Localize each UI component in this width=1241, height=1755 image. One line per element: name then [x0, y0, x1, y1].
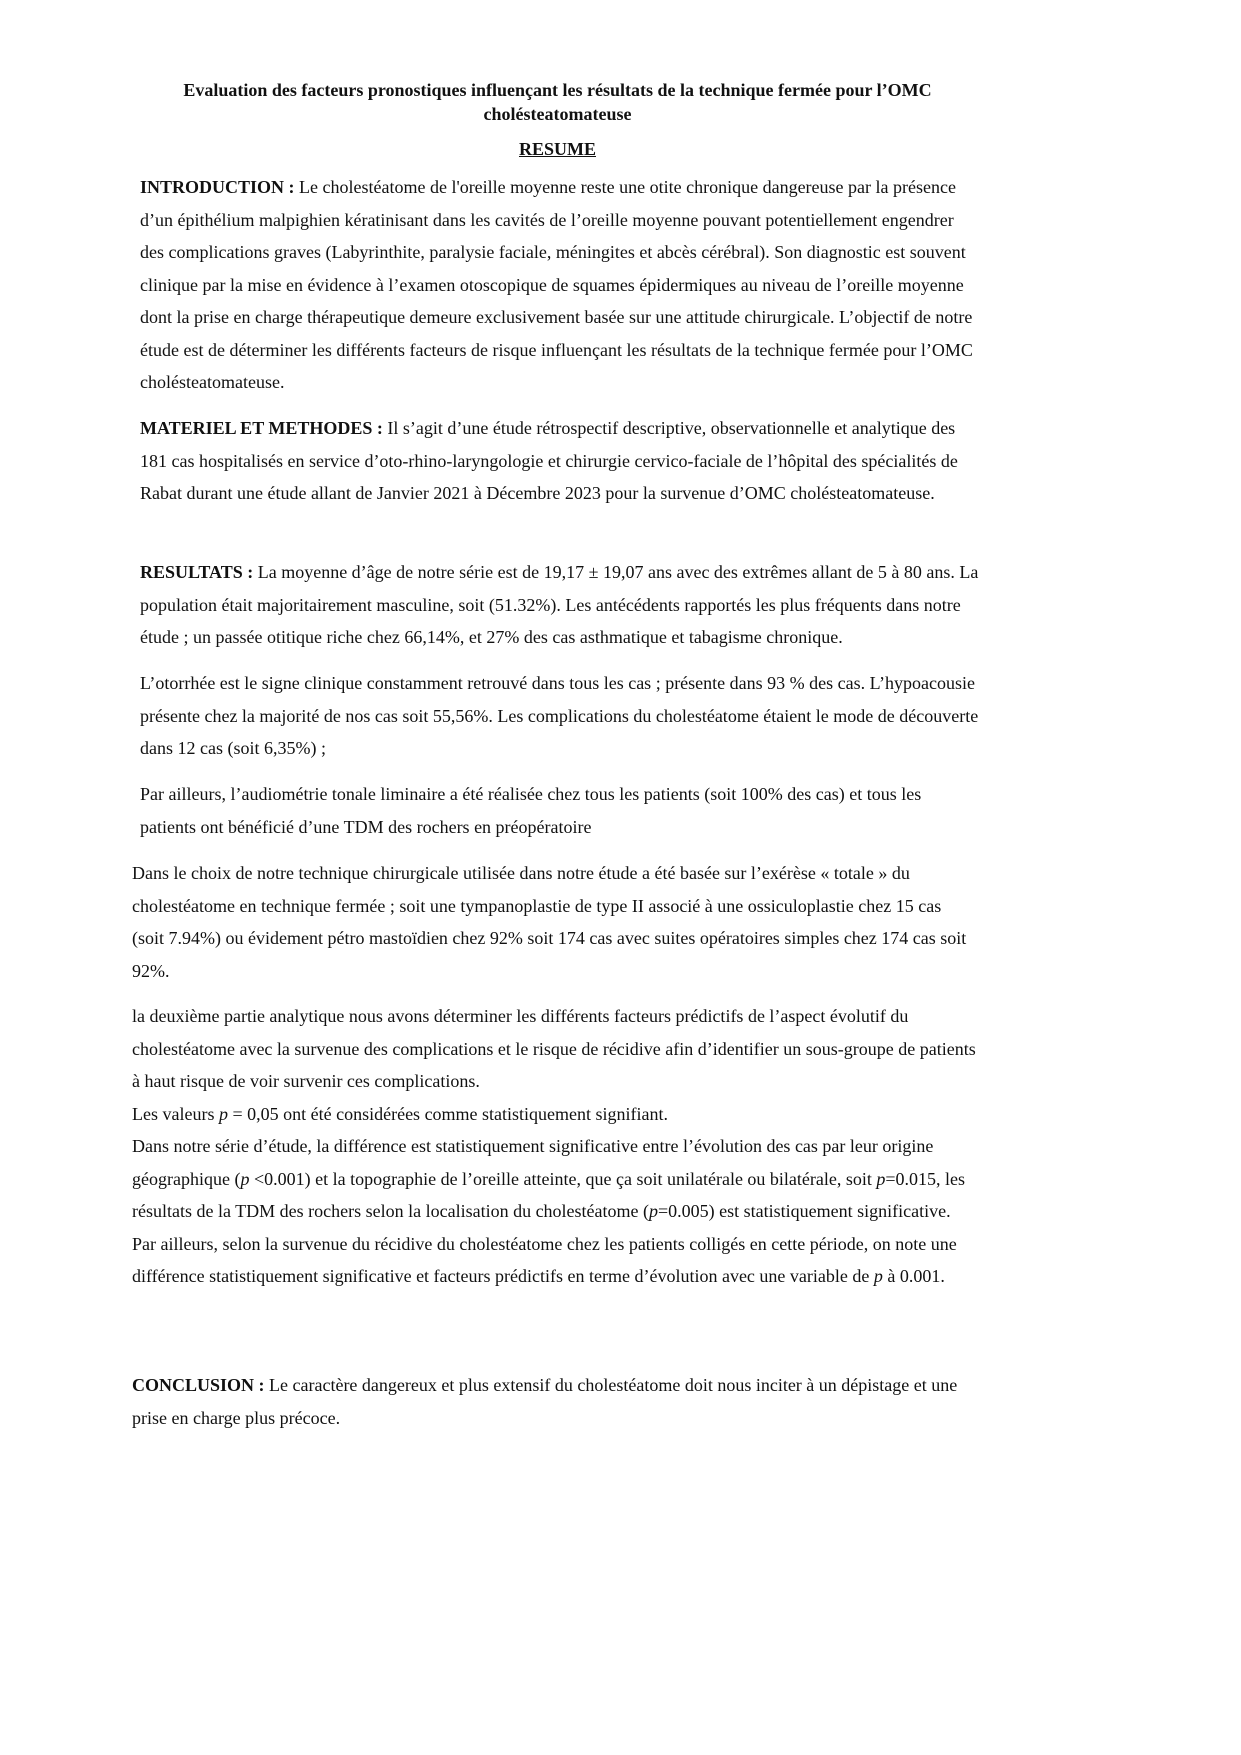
italic-variable: p [876, 1168, 886, 1189]
paragraph-technique-chirurgicale [132, 857, 977, 987]
text-run: Par ailleurs, l’audiométrie tonale liminaire a été réalisée chez tous les patients (soit 100% des cas) et tous les patients ont bénéficié d’une TDM des rochers en préopératoire [140, 784, 922, 837]
paragraph-conclusion [132, 1369, 977, 1434]
italic-variable: p [873, 1266, 883, 1286]
text-run: la deuxième partie analytique nous avons déterminer les différents facteurs prédictifs de l’aspect évolutif du cholestéatome avec la survenue des complications et le risque de récidive afin d’identifier un sous-groupe de patients à haut risque de voir survenir ces complications. [132, 1006, 976, 1091]
analysis-line [132, 1130, 977, 1228]
text-run: Le cholestéatome de l'oreille moyenne reste une otite chronique dangereuse par la présence d’un épithélium malpighien kératinisant dans les cavités de l’oreille moyenne pouvant potentiellement engendrer des complications graves (Labyrinthite, paralysie faciale, méningites et abcès cérébral). Son diagnostic est souvent clinique par la mise en évidence à l’examen otoscopique de squames épidermiques au niveau de l’oreille moyenne dont la prise en charge thérapeutique demeure exclusivement basée sur une attitude chirurgicale. L’objectif de notre étude est de déterminer les différents facteurs de risque influençant les résultats de la technique fermée pour l’OMC cholésteatomateuse. [140, 177, 973, 392]
paragraph-introduction [140, 171, 980, 399]
paragraph-otorrhee [140, 667, 980, 765]
section-label: RESULTATS : [140, 562, 254, 582]
section-label: INTRODUCTION : [140, 177, 295, 197]
text-run: L’otorrhée est le signe clinique constamment retrouvé dans tous les cas ; présente dans 93 % des cas. L’hypoacousie présente chez la majorité de nos cas soit 55,56%. Les complications du cholestéatome étaient le mode de découverte dans 12 cas (soit 6,35%) ; [140, 673, 979, 758]
conclusion-label: CONCLUSION : [132, 1375, 265, 1395]
text-run: = 0,05 ont été considérées comme statistiquement signifiant. [227, 1103, 669, 1124]
italic-variable: p [218, 1103, 228, 1124]
text-run: à 0.001. [882, 1266, 945, 1286]
analysis-line [132, 1000, 977, 1098]
text-run: <0.001) et la topographie de l’oreille atteinte, que ça soit unilatérale ou bilatérale, soit [249, 1168, 877, 1189]
paragraph-audiometrie [140, 778, 980, 843]
text-run: =0.015, les résultats de la TDM des rochers selon la localisation du cholestéatome ( [132, 1168, 966, 1221]
section-label: MATERIEL ET METHODES : [140, 418, 383, 438]
section-heading-resume: RESUME [518, 139, 596, 159]
document-title: Evaluation des facteurs pronostiques influençant les résultats de la technique fermée pour l’OMC cholésteatomateuse [183, 80, 932, 124]
text-run: La moyenne d’âge de notre série est de 19,17 ± 19,07 ans avec des extrêmes allant de 5 à 80 ans. La population était majoritairement masculine, soit (51.32%). Les antécédents rapportés les plus fréquents dans notre étude ; un passée otitique riche chez 66,14%, et 27% des cas asthmatique et tabagisme chronique. [140, 562, 979, 647]
text-run: Les valeurs [132, 1103, 219, 1124]
paragraph-resultats [140, 556, 980, 654]
analysis-line [132, 1228, 977, 1293]
text-run: =0.005) est statistiquement significative. [658, 1201, 951, 1221]
conclusion-text: Le caractère dangereux et plus extensif du cholestéatome doit nous inciter à un dépistage et une prise en charge plus précoce. [132, 1375, 958, 1428]
text-run: Dans le choix de notre technique chirurgicale utilisée dans notre étude a été basée sur l’exérèse « totale » du cholestéatome en technique fermée ; soit une tympanoplastie de type II associé à une ossiculoplastie chez 15 cas (soit 7.94%) ou évidement pétro mastoïdien chez 92% soit 174 cas avec suites opératoires simples chez 174 cas soit 92%. [132, 863, 967, 981]
analysis-line [132, 1098, 977, 1131]
text-run: Dans notre série d’étude, la différence est statistiquement significative entre l’évolution des cas par leur origine géographique ( [132, 1136, 934, 1189]
text-run: Par ailleurs, selon la survenue du récidive du cholestéatome chez les patients colligés en cette période, on note une différence statistiquement significative et facteurs prédictifs en terme d’évolution avec une variable de [132, 1233, 957, 1286]
paragraph-analyse [132, 1000, 977, 1293]
paragraph-materiel-methodes [140, 412, 980, 510]
italic-variable: p [649, 1201, 659, 1221]
text-run: Il s’agit d’une étude rétrospectif descriptive, observationnelle et analytique des 181 cas hospitalisés en service d’oto-rhino-laryngologie et chirurgie cervico-faciale de l’hôpital des spécialités de Rabat durant une étude allant de Janvier 2021 à Décembre 2023 pour la survenue d’OMC cholésteatomateuse. [140, 418, 958, 503]
italic-variable: p [240, 1168, 250, 1189]
